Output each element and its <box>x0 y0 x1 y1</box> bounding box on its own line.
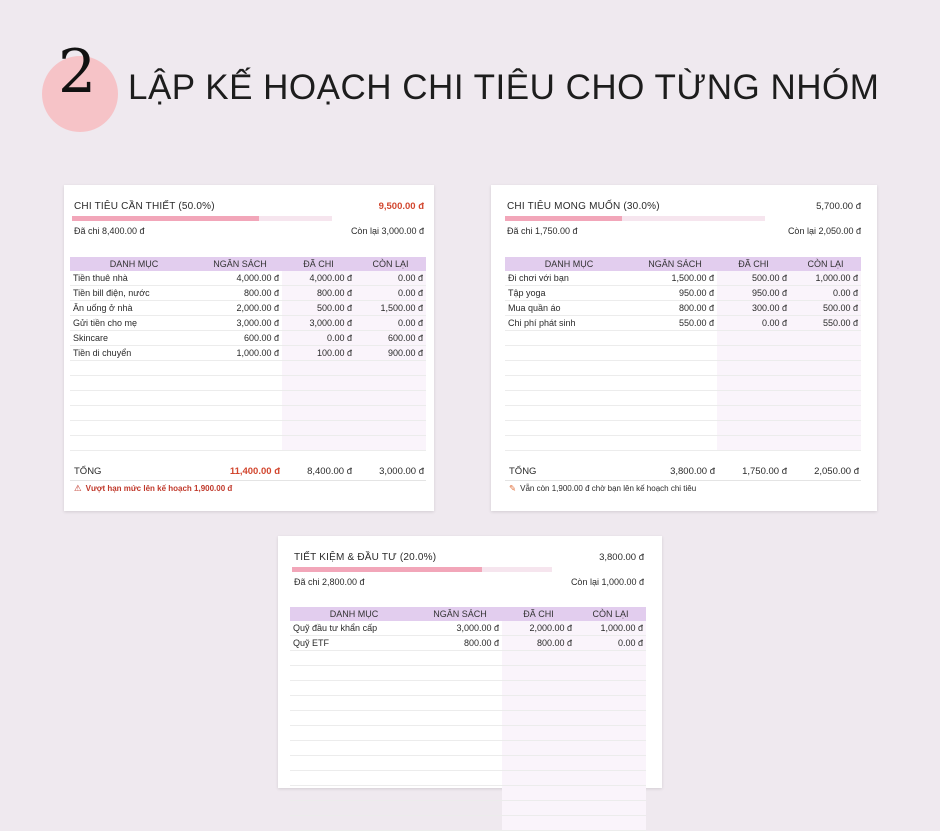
empty-row <box>290 666 646 681</box>
amount-cell: 900.00 đ <box>355 346 426 361</box>
category-cell: Quỹ ETF <box>290 636 418 651</box>
amount-cell: 500.00 đ <box>717 271 790 286</box>
page-title: LẬP KẾ HOẠCH CHI TIÊU CHO TỪNG NHÓM <box>128 68 880 107</box>
table-row <box>290 636 646 651</box>
empty-row <box>70 421 426 436</box>
section-title: CHI TIÊU CẦN THIẾT (50.0%) <box>74 201 215 212</box>
amount-cell: 0.00 đ <box>355 316 426 331</box>
category-cell: Tập yoga <box>505 286 633 301</box>
amount-cell: 4,000.00 đ <box>282 271 355 286</box>
amount-cell: 1,500.00 đ <box>633 271 717 286</box>
amount-cell: 1,000.00 đ <box>198 346 282 361</box>
amount-cell: 950.00 đ <box>633 286 717 301</box>
empty-row <box>70 376 426 391</box>
amount-cell: 1,000.00 đ <box>575 621 646 636</box>
empty-row <box>290 681 646 696</box>
empty-row <box>290 816 646 831</box>
category-cell: Skincare <box>70 331 198 346</box>
total-remaining: 3,000.00 đ <box>379 466 424 477</box>
total-remaining: 2,050.00 đ <box>814 466 859 477</box>
status-note: ✎ Vẫn còn 1,900.00 đ chờ bạn lên kế hoạch chi tiêu <box>509 483 697 493</box>
progress-bar <box>505 216 863 221</box>
amount-cell: 3,000.00 đ <box>418 621 502 636</box>
amount-cell: 0.00 đ <box>355 286 426 301</box>
budget-card-wants <box>491 185 877 511</box>
empty-row <box>505 376 861 391</box>
section-amount: 3,800.00 đ <box>599 552 644 563</box>
column-header: ĐÃ CHI <box>282 257 355 271</box>
total-label: TỔNG <box>74 466 102 477</box>
amount-cell: 500.00 đ <box>282 301 355 316</box>
spent-label: Đã chi 1,750.00 đ <box>507 226 578 236</box>
table-row <box>70 286 426 301</box>
amount-cell: 0.00 đ <box>355 271 426 286</box>
empty-row <box>290 771 646 786</box>
category-cell: Tiền di chuyển <box>70 346 198 361</box>
table-header-row <box>505 257 861 271</box>
empty-row <box>70 436 426 451</box>
amount-cell: 2,000.00 đ <box>502 621 575 636</box>
category-cell: Tiền thuê nhà <box>70 271 198 286</box>
amount-cell: 600.00 đ <box>355 331 426 346</box>
total-budget: 11,400.00 đ <box>229 466 280 477</box>
column-header: ĐÃ CHI <box>717 257 790 271</box>
step-number: 2 <box>58 37 97 107</box>
column-header: CÒN LẠI <box>355 257 426 271</box>
empty-row <box>70 361 426 376</box>
table-header-row <box>70 257 426 271</box>
table-row <box>505 301 861 316</box>
column-header: CÒN LẠI <box>575 607 646 621</box>
amount-cell: 300.00 đ <box>717 301 790 316</box>
table-row <box>70 346 426 361</box>
empty-row <box>505 346 861 361</box>
column-header: DANH MỤC <box>505 257 633 271</box>
page-header <box>42 37 922 132</box>
empty-row <box>505 331 861 346</box>
remaining-label: Còn lại 3,000.00 đ <box>350 226 424 236</box>
spent-label: Đã chi 8,400.00 đ <box>74 226 145 236</box>
section-title: TIẾT KIỆM & ĐẦU TƯ (20.0%) <box>294 552 437 563</box>
column-header: DANH MỤC <box>70 257 198 271</box>
feather-icon: ✎ <box>509 483 517 493</box>
amount-cell: 1,000.00 đ <box>790 271 861 286</box>
progress-bar <box>72 216 426 221</box>
table-row <box>70 301 426 316</box>
table-row <box>70 316 426 331</box>
amount-cell: 800.00 đ <box>418 636 502 651</box>
budget-card-savings <box>278 536 662 788</box>
column-header: NGÂN SÁCH <box>198 257 282 271</box>
amount-cell: 0.00 đ <box>717 316 790 331</box>
warning-icon: ⚠ <box>74 483 82 493</box>
total-spent: 1,750.00 đ <box>742 466 787 477</box>
amount-cell: 0.00 đ <box>575 636 646 651</box>
amount-cell: 800.00 đ <box>502 636 575 651</box>
empty-row <box>290 726 646 741</box>
status-note: ⚠ Vượt hạn mức lên kế hoạch 1,900.00 đ <box>74 483 233 493</box>
table-row <box>290 621 646 636</box>
empty-row <box>290 711 646 726</box>
column-header: DANH MỤC <box>290 607 418 621</box>
column-header: NGÂN SÁCH <box>633 257 717 271</box>
total-spent: 8,400.00 đ <box>307 466 352 477</box>
empty-row <box>505 406 861 421</box>
progress-fill <box>292 567 482 572</box>
empty-row <box>290 651 646 666</box>
category-cell: Mua quần áo <box>505 301 633 316</box>
empty-row <box>290 696 646 711</box>
budget-table <box>70 257 426 451</box>
empty-row <box>290 741 646 756</box>
amount-cell: 500.00 đ <box>790 301 861 316</box>
empty-row <box>70 406 426 421</box>
total-row <box>505 464 861 481</box>
remaining-label: Còn lại 1,000.00 đ <box>570 577 644 587</box>
empty-row <box>505 361 861 376</box>
spent-label: Đã chi 2,800.00 đ <box>294 577 365 587</box>
column-header: NGÂN SÁCH <box>418 607 502 621</box>
table-row <box>505 316 861 331</box>
total-row <box>70 464 426 481</box>
empty-row <box>290 756 646 771</box>
table-row <box>505 271 861 286</box>
total-budget: 3,800.00 đ <box>670 466 715 477</box>
budget-table <box>505 257 861 451</box>
amount-cell: 800.00 đ <box>282 286 355 301</box>
budget-table <box>290 607 646 831</box>
column-header: CÒN LẠI <box>790 257 861 271</box>
amount-cell: 0.00 đ <box>282 331 355 346</box>
amount-cell: 800.00 đ <box>633 301 717 316</box>
section-amount: 5,700.00 đ <box>816 201 861 212</box>
amount-cell: 3,000.00 đ <box>198 316 282 331</box>
empty-row <box>505 421 861 436</box>
empty-row <box>290 801 646 816</box>
table-row <box>70 331 426 346</box>
empty-row <box>70 391 426 406</box>
category-cell: Ăn uống ở nhà <box>70 301 198 316</box>
progress-fill <box>72 216 259 221</box>
section-title: CHI TIÊU MONG MUỐN (30.0%) <box>507 201 660 212</box>
amount-cell: 950.00 đ <box>717 286 790 301</box>
amount-cell: 3,000.00 đ <box>282 316 355 331</box>
table-row <box>70 271 426 286</box>
remaining-label: Còn lại 2,050.00 đ <box>787 226 861 236</box>
amount-cell: 4,000.00 đ <box>198 271 282 286</box>
amount-cell: 800.00 đ <box>198 286 282 301</box>
empty-row <box>505 391 861 406</box>
section-amount: 9,500.00 đ <box>378 201 424 212</box>
empty-row <box>505 436 861 451</box>
category-cell: Đi chơi với bạn <box>505 271 633 286</box>
amount-cell: 0.00 đ <box>790 286 861 301</box>
amount-cell: 100.00 đ <box>282 346 355 361</box>
column-header: ĐÃ CHI <box>502 607 575 621</box>
progress-fill <box>505 216 622 221</box>
table-row <box>505 286 861 301</box>
category-cell: Quỹ đầu tư khẩn cấp <box>290 621 418 636</box>
amount-cell: 550.00 đ <box>790 316 861 331</box>
category-cell: Tiền bill điện, nước <box>70 286 198 301</box>
category-cell: Gửi tiền cho mẹ <box>70 316 198 331</box>
category-cell: Chi phí phát sinh <box>505 316 633 331</box>
budget-card-essential <box>64 185 434 511</box>
amount-cell: 550.00 đ <box>633 316 717 331</box>
amount-cell: 1,500.00 đ <box>355 301 426 316</box>
amount-cell: 2,000.00 đ <box>198 301 282 316</box>
amount-cell: 600.00 đ <box>198 331 282 346</box>
table-header-row <box>290 607 646 621</box>
progress-bar <box>292 567 646 572</box>
total-label: TỔNG <box>509 466 537 477</box>
